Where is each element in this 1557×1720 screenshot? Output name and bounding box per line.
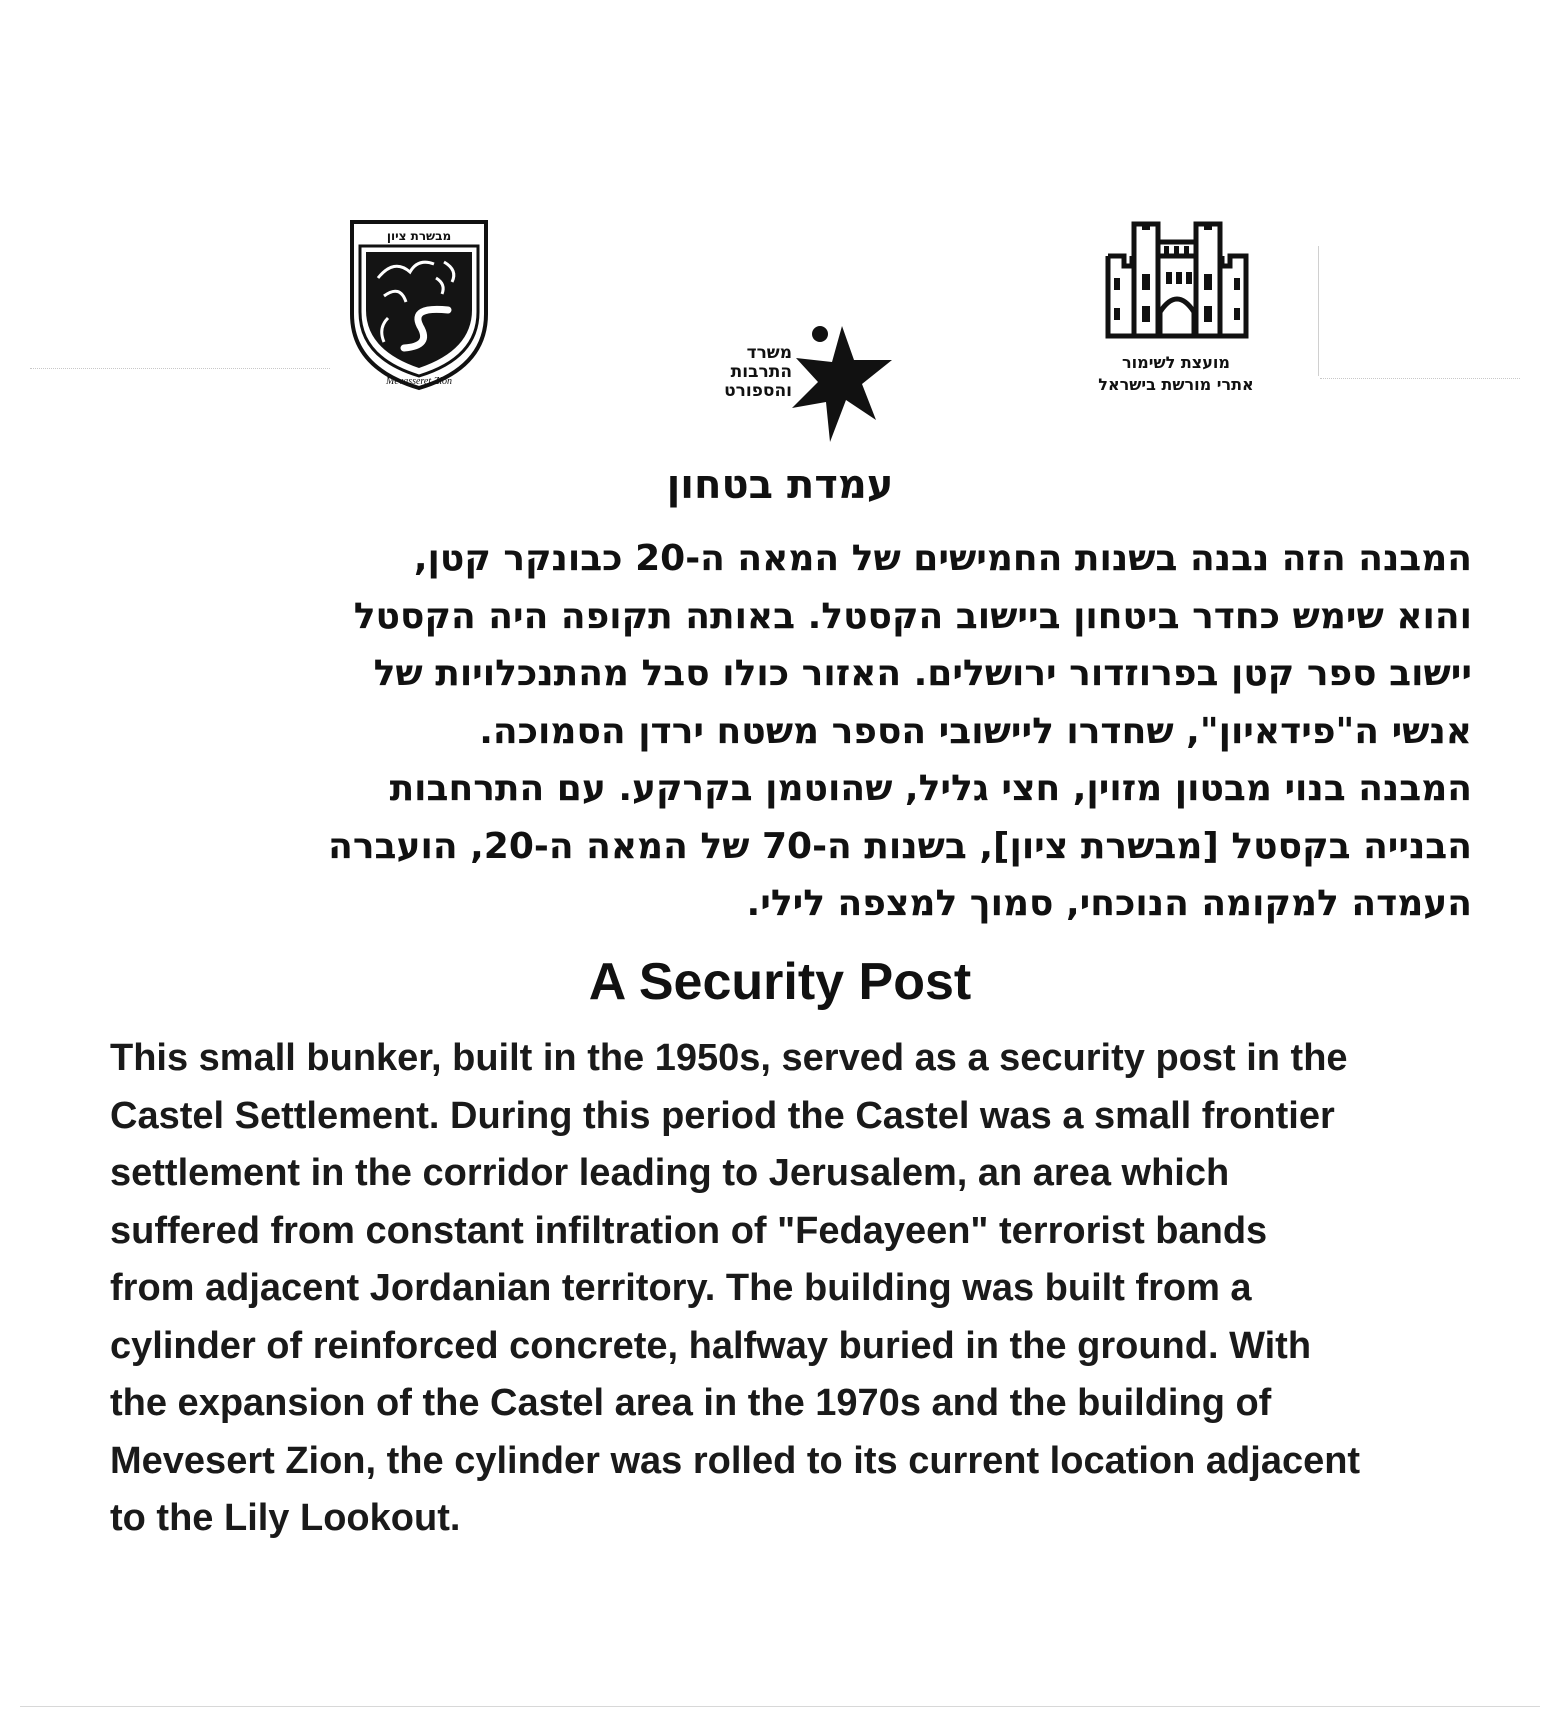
svg-text:מבשרת ציון: מבשרת ציון [386, 229, 452, 243]
hebrew-line: והוא שימש כחדר ביטחון ביישוב הקסטל. באותה תקופה היה הקסטל [353, 595, 1472, 637]
council-name-line: מועצת לשימור [1122, 353, 1230, 372]
council-name [1066, 352, 1286, 396]
hebrew-line: העמדה למקומה הנוכחי, סמוך למצפה לילי. [746, 883, 1472, 924]
english-line: suffered from constant infiltration of "Fedayeen" terrorist bands [110, 1209, 1268, 1252]
council-emblem-logo [1066, 216, 1286, 406]
english-line: to the Lily Lookout. [110, 1497, 461, 1539]
english-body [110, 1030, 1490, 1548]
council-name-line: אתרי מורשת בישראל [1098, 375, 1254, 394]
english-line: Castel Settlement. During this period the Castel was a small frontier [110, 1094, 1335, 1137]
hebrew-line: המבנה בנוי מבטון מזוין, חצי גליל, שהוטמן בקרקע. עם התרחבות [389, 768, 1472, 809]
svg-text:Mevasseret Zion: Mevasseret Zion [385, 376, 453, 387]
hebrew-line: אנשי ה"פידאיון", שחדרו ליישובי הספר משטח ירדן הסמוכה. [479, 710, 1472, 752]
ministry-name-line: משרד [746, 343, 792, 363]
scan-artifact-tick [1318, 246, 1319, 376]
ministry-emblem-logo [680, 324, 900, 444]
hebrew-line: הבנייה בקסטל [מבשרת ציון], בשנות ה-70 של המאה ה-20, הועברה [328, 825, 1472, 867]
ministry-name-line: והספורט [724, 381, 792, 401]
english-line: settlement in the corridor leading to Jerusalem, an area which [110, 1152, 1230, 1194]
star-figure-icon [788, 324, 896, 442]
municipality-emblem-logo [348, 218, 490, 392]
scan-artifact-line [20, 1706, 1540, 1707]
hebrew-body [116, 530, 1472, 933]
castle-gate-icon [1104, 216, 1250, 342]
english-line: from adjacent Jordanian territory. The building was built from a [110, 1267, 1252, 1309]
ministry-name-line: התרבות [730, 362, 792, 382]
hebrew-line: יישוב ספר קטן בפרוזדור ירושלים. האזור כולו סבל מהתנכלויות של [373, 653, 1472, 694]
shield-icon [348, 218, 490, 392]
english-line: Mevesert Zion, the cylinder was rolled to its current location adjacent [110, 1439, 1361, 1482]
english-line: the expansion of the Castel area in the 1970s and the building of [110, 1382, 1272, 1424]
hebrew-line: המבנה הזה נבנה בשנות החמישים של המאה ה-20 כבונקר קטן, [413, 538, 1472, 579]
ministry-name [680, 344, 792, 401]
english-line: cylinder of reinforced concrete, halfway buried in the ground. With [110, 1324, 1312, 1367]
english-line: This small bunker, built in the 1950s, served as a security post in the [110, 1037, 1348, 1079]
scan-artifact-line [1320, 378, 1520, 379]
scan-artifact-line [30, 368, 330, 369]
english-title: A Security Post [588, 953, 972, 1011]
hebrew-title: עמדת בטחון [666, 462, 894, 508]
